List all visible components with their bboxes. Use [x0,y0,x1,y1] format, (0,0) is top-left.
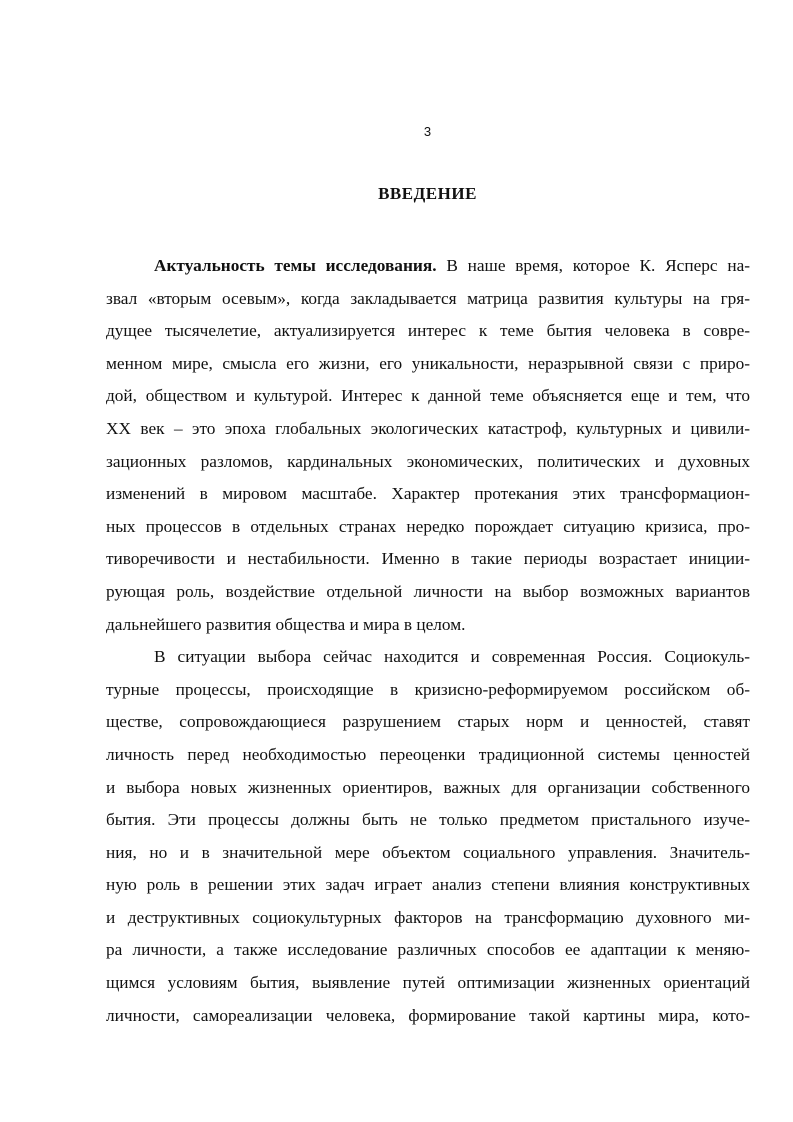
text-line: тиворечивости и нестабильности. Именно в такие периоды возрастает иниции- [106,549,750,569]
text-line: и деструктивных социокультурных факторов на трансформацию духовного ми- [106,907,750,927]
paragraph-2 [106,641,750,1032]
text-line: ных процессов в отдельных странах нередко порождает ситуацию кризиса, про- [106,516,750,536]
text-line: личности, самореализации человека, формирование такой картины мира, кото- [106,1005,750,1025]
lead-heading: Актуальность темы исследования. [154,256,437,275]
text-line: дальнейшего развития общества и мира в целом. [106,614,466,634]
body-text [106,250,750,1032]
section-title: ВВЕДЕНИЕ [378,184,477,203]
text-line: ществе, сопровождающиеся разрушением старых норм и ценностей, ставят [106,712,750,732]
text-line: В ситуации выбора сейчас находится и современная Россия. Социокуль- [154,647,750,667]
text-line: менном мире, смысла его жизни, его уникальности, неразрывной связи с приро- [106,353,750,373]
text-line: ния, но и в значительной мере объектом социального управления. Значитель- [106,842,750,862]
text-line: ра личности, а также исследование различных способов ее адаптации к меняю- [106,940,750,960]
text-line: и выбора новых жизненных ориентиров, важных для организации собственного [106,777,750,797]
paragraph-1 [106,250,750,641]
text-line: звал «вторым осевым», когда закладывается матрица развития культуры на гря- [106,288,750,308]
page-number: 3 [423,124,432,139]
text-line: щимся условиям бытия, выявление путей оптимизации жизненных ориентаций [106,973,750,993]
text-line: бытия. Эти процессы должны быть не только предметом пристального изуче- [106,810,750,830]
text-line: дой, обществом и культурой. Интерес к данной теме объясняется еще и тем, что [106,386,750,406]
text-line: зационных разломов, кардинальных экономических, политических и духовных [106,451,750,471]
text-line: дущее тысячелетие, актуализируется интерес к теме бытия человека в совре- [106,321,750,341]
text-line: личность перед необходимостью переоценки традиционной системы ценностей [106,744,750,764]
text-line: ную роль в решении этих задач играет анализ степени влияния конструктивных [106,875,750,895]
text-line: XX век – это эпоха глобальных экологических катастроф, культурных и цивили- [106,418,750,438]
text-line: изменений в мировом масштабе. Характер протекания этих трансформацион- [106,484,750,504]
text-line: турные процессы, происходящие в кризисно-реформируемом российском об- [106,679,750,699]
text-line: рующая роль, воздействие отдельной личности на выбор возможных вариантов [106,581,750,601]
text-line: Актуальность темы исследования. В наше время, которое К. Ясперс на- [154,256,750,275]
